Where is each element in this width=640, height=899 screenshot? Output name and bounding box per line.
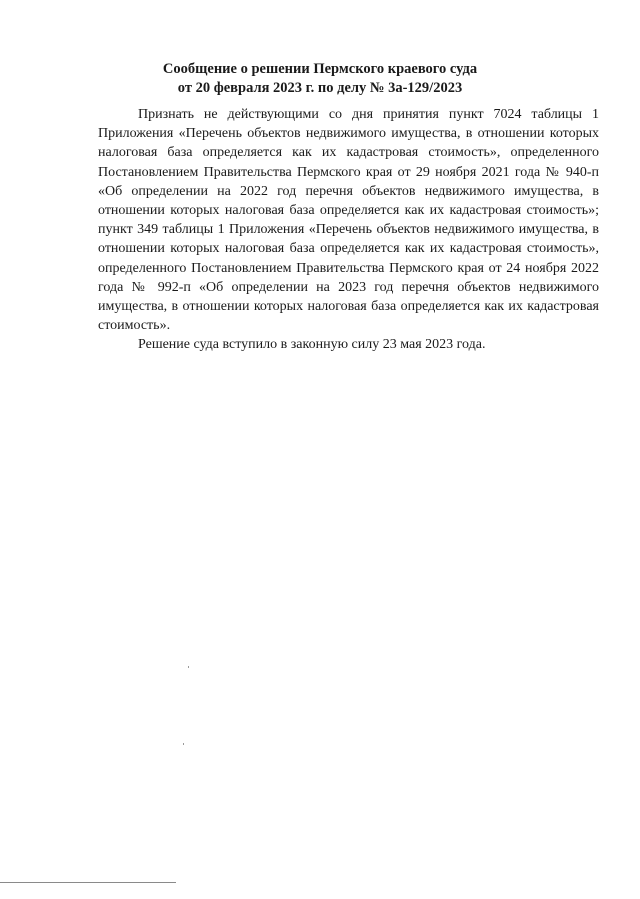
paragraph-ruling: Признать не действующими со дня принятия пункт 7024 таблицы 1 Приложения «Перечень объектов недвижимого имущества, в отношении которых налоговая база определяется как их кадастровая стоимость», определенного Постановлением Правительства Пермского края от 29 ноября 2021 года № 940-п «Об определении на 2022 год перечня объектов недвижимого имущества, в отношении которых налоговая база определяется как их кадастровая стоимость»; пункт 349 таблицы 1 Приложения «Перечень объектов недвижимого имущества, в отношении которых налоговая база определяется как их кадастровая стоимость», определенного Постановлением Правительства Пермского края от 24 ноября 2022 года № 992-п «Об определении на 2023 год перечня объектов недвижимого имущества, в отношении которых налоговая база определяется как их кадастровая стоимость».: [98, 107, 599, 334]
document-body: [98, 105, 599, 355]
document-title: [0, 60, 640, 98]
footnote-separator-line: [0, 882, 176, 883]
scan-speck: [188, 666, 189, 668]
title-line-2: от 20 февраля 2023 г. по делу № 3а-129/2023: [177, 80, 463, 96]
title-line-1: Сообщение о решении Пермского краевого суда: [162, 61, 478, 77]
paragraph-effective-date: Решение суда вступило в законную силу 23 мая 2023 года.: [138, 337, 486, 353]
scan-speck: [183, 743, 184, 745]
